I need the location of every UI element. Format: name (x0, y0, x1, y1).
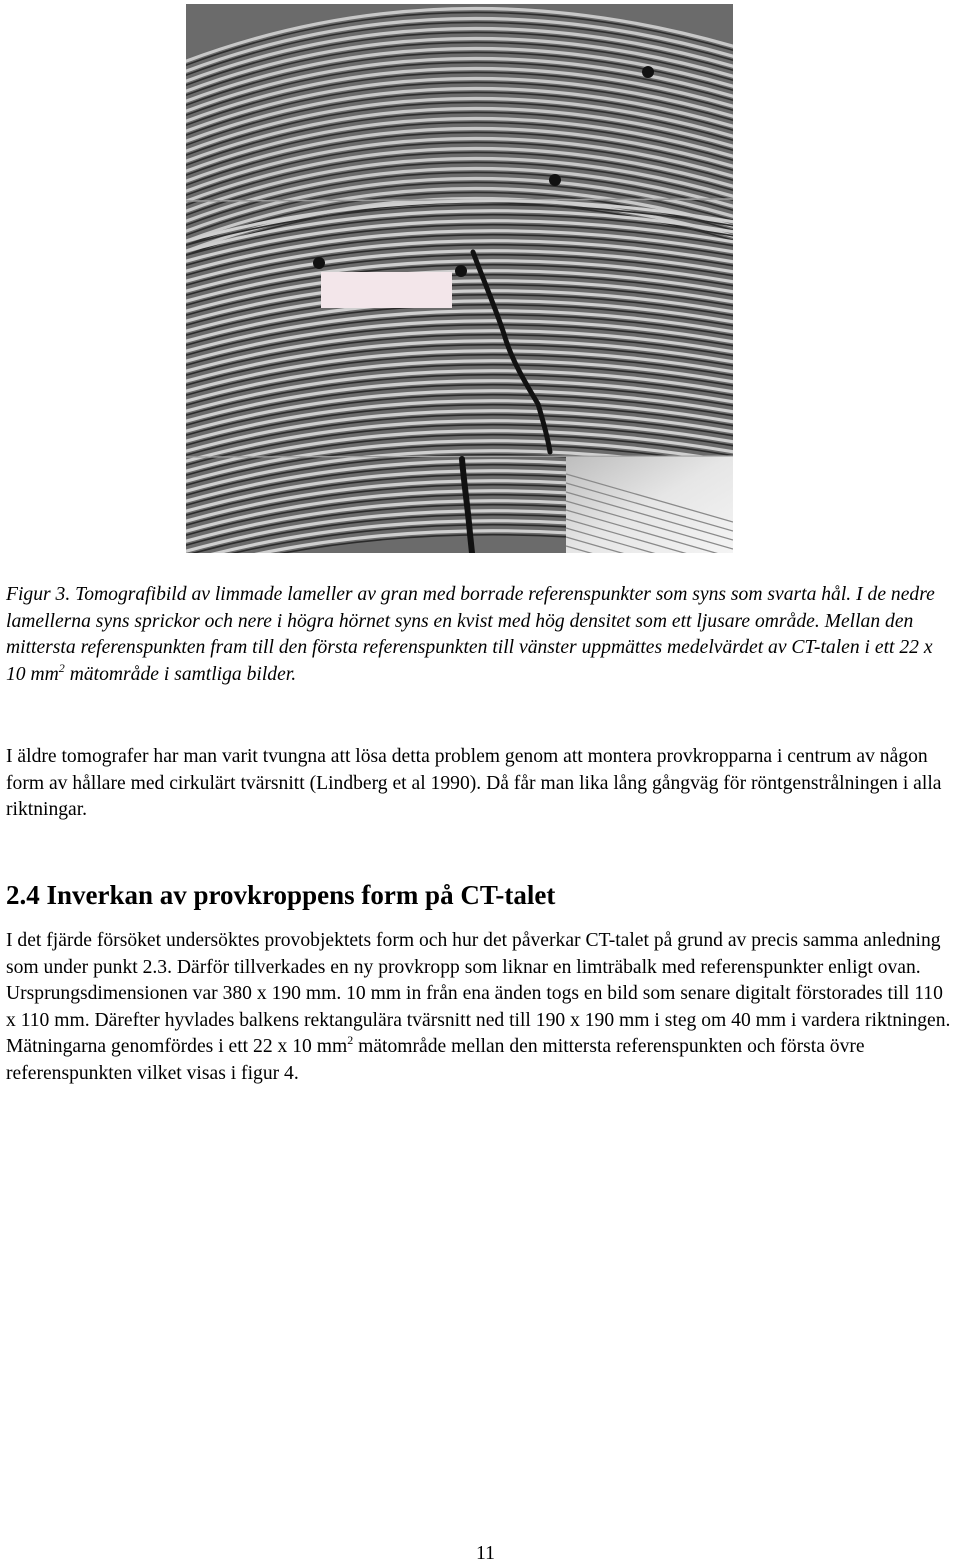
caption-text: Figur 3. Tomografibild av limmade lameller av gran med borrade referenspunkter som syns som svarta hål. I de nedre lamellerna syns sprickor och nere i högra hörnet syns en kvist med hög densitet som ett ljusare område. Mellan den mittersta referenspunkten fram till den första referenspunkten till vänster uppmättes medelvärdet av CT-talen i ett 22 x 10 mm (6, 584, 935, 685)
section-text-end: mätområde mellan den mittersta referenspunkten och första övre referenspunkten vilket visas i figur 4. (6, 1036, 865, 1084)
caption-superscript: 2 (58, 660, 65, 675)
reference-hole-left (313, 257, 325, 269)
knot-bright-area (566, 456, 733, 553)
section-text: I det fjärde försöket undersöktes provobjektets form och hur det påverkar CT-talet på grund av precis samma anledning som under punkt 2.3. Därför tillverkades en ny provkropp som liknar en limträbalk med referenspunkter enligt ovan. Ursprungsdimensionen var 380 x 190 mm. 10 mm in från ena änden togs en bild som senare digitalt förstorades till 110 x 110 mm. Därefter hyvlades balkens rektangulära tvärsnitt ned till 190 x 190 mm i steg om 40 mm i vardera riktningen. Mätningarna genomfördes i ett 22 x 10 mm (6, 930, 951, 1057)
reference-hole-middle (455, 265, 467, 277)
reference-hole-right-top (642, 66, 654, 78)
reference-hole-right (549, 174, 561, 186)
caption-text-end: mätområde i samtliga bilder. (64, 663, 297, 685)
section-paragraph (6, 928, 956, 1087)
body-paragraph: I äldre tomografer har man varit tvungna att lösa detta problem genom att montera provkropparna i centrum av någon form av hållare med cirkulärt tvärsnitt (Lindberg et al 1990). Då får man lika lång gångväg för röntgenstrålningen i alla riktningar. (6, 746, 942, 820)
figure-caption (6, 582, 956, 688)
section-superscript: 2 (347, 1033, 354, 1047)
section-heading: 2.4 Inverkan av provkroppens form på CT-talet (6, 880, 556, 910)
ct-scan-image (186, 4, 733, 553)
page-number: 11 (476, 1543, 495, 1564)
measurement-area-box (321, 272, 452, 308)
